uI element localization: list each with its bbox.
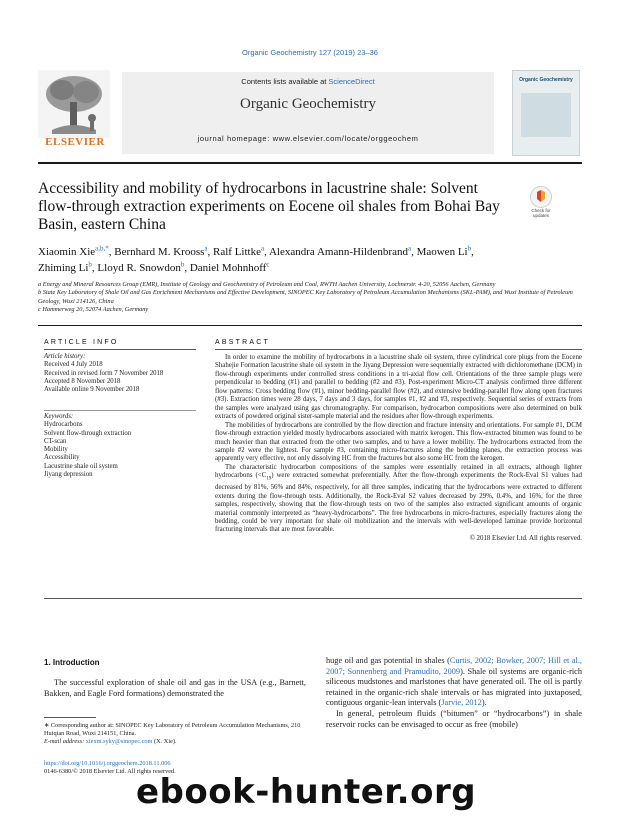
corresponding-author-footnote bbox=[44, 722, 306, 746]
abstract-bottom-rule bbox=[44, 598, 582, 599]
article-info-rule bbox=[44, 349, 196, 350]
citation-link[interactable]: Jarvie, 2012 bbox=[441, 698, 482, 708]
cover-illustration bbox=[521, 93, 571, 137]
keywords-rule bbox=[44, 410, 196, 411]
email-line: E-mail address: xiexm.syky@sinopec.com (X. Xie). bbox=[44, 738, 177, 745]
check-updates-icon bbox=[530, 186, 552, 208]
author-0[interactable]: Xiaomin Xie$^{a,b,*}$ bbox=[38, 244, 109, 258]
abstract-paragraph-3: The characteristic hydrocarbon compositions of the samples were essentially retained in all extracts, although lighter hydrocarbons $(<C_{19})$ were extracted somewhat preferentially. After the flow-through experiments the Rock-Eval S1 values had decreased by 81%, 56% and 84%, respectively, for all three samples, indicating that the hydrocarbons were extracted to different extents during the flow-through tests. Additionally, the Rock-Eval S2 values decreased by 29%, 0.4%, and 16%, for the three samples, respectively, showing that the flow-through tests on two of the samples also extracted significant amounts of organic material commonly interpreted as “heavy-hydrocarbons”. The free hydrocarbons in micro-fractures, especially fractures along the bedding, could be very important for shale oil mobilization and the intervals with well-developed laminae provide horizontal fracturing intervals that are most favorable. bbox=[215, 463, 582, 534]
doi-link[interactable]: https://doi.org/10.1016/j.orggeochem.2018.11.006 bbox=[44, 760, 171, 767]
check-updates-label: Check for updates bbox=[531, 208, 551, 218]
abstract-paragraph-1: In order to examine the mobility of hydrocarbons in a lacustrine shale oil system, three cylindrical core plugs from the Eocene Shahejie Formation lacustrine shale oil system in the Jiyang Depression were sequentially extracted with dichloromethane (DCM) in flow-through experiments under controlled stress conditions in a tri-axial flow cell. Orientations of the three sample plugs were perpendicular to bedding (#1) and parallel to bedding (#2 and #3). Post-experiment Micro-CT analysis confirmed three different flow patterns: Cross bedding flow (#1), minor bedding-parallel flow (#2), and extensive bedding-parallel flow along open fractures (#3). Extraction times were 28 days, 7 days and 3 days, for samples #1, #2 and #3, respectively. Sequential series of extracts from the samples were analyzed using gas chromatography. For comparison, hydrocarbon compositions were also determined on bulk extracts of powdered original sister-sample material and the residues after flow-through experiments. bbox=[215, 354, 582, 421]
article-info-heading: ARTICLE INFO bbox=[44, 339, 119, 346]
article-history bbox=[44, 353, 204, 394]
journal-title: Organic Geochemistry bbox=[240, 96, 376, 112]
introduction-right-column bbox=[326, 656, 582, 730]
history-label: Article history: bbox=[44, 353, 86, 360]
keyword-item: Hydrocarbons bbox=[44, 421, 83, 429]
keyword-item: Solvent flow-through extraction bbox=[44, 429, 132, 437]
footnote-rule bbox=[44, 717, 96, 718]
introduction-heading: 1. Introduction bbox=[44, 658, 100, 667]
intro-paragraph-2: In general, petroleum fluids (“bitumen” or “hydrocarbons”) in shale reservoir rocks can be envisaged to occur as free (mobile) bbox=[326, 708, 582, 729]
intro-paragraph-1: huge oil and gas potential in shales (Curtis, 2002; Bowker, 2007; Hill et al., 2007; Sonnenberg and Pramudito, 2009). Shale oil systems are organic-rich siliceous mudstones and marlstones that have generated oil. The oil is partly retained in the organic-rich shale intervals or has migrated into juxtaposed, contiguous organic-lean intervals (Jarvie, 2012). bbox=[326, 656, 582, 708]
abstract-copyright: © 2018 Elsevier Ltd. All rights reserved. bbox=[469, 534, 582, 542]
contents-line bbox=[122, 77, 494, 86]
affiliation-c: c Hammerweg 20, 52074 Aachen, Germany bbox=[38, 305, 149, 313]
article-title: Accessibility and mobility of hydrocarbons in lacustrine shale: Solvent flow-through extraction experiments on Eocene oil shales from Bohai Bay Basin, eastern China bbox=[38, 180, 500, 233]
keyword-item: Lacustrine shale oil system bbox=[44, 462, 118, 470]
author-1[interactable]: Bernhard M. Krooss$^a$ bbox=[114, 244, 208, 258]
author-6[interactable]: Lloyd R. Snowdon$^b$ bbox=[97, 260, 185, 274]
abstract-rule bbox=[215, 349, 582, 350]
cover-title: Organic Geochemistry bbox=[519, 77, 573, 83]
contents-prefix: Contents lists available at bbox=[241, 77, 329, 86]
journal-citation[interactable]: Organic Geochemistry 127 (2019) 23–36 bbox=[242, 48, 378, 57]
keyword-item: CT-scan bbox=[44, 437, 67, 445]
keywords-list bbox=[44, 413, 204, 479]
keyword-item: Accessibility bbox=[44, 454, 80, 462]
keywords-label: Keywords: bbox=[44, 413, 74, 420]
sciencedirect-link[interactable]: ScienceDirect bbox=[328, 77, 375, 86]
abstract-heading: ABSTRACT bbox=[215, 339, 270, 346]
affiliations bbox=[38, 281, 583, 314]
history-online: Available online 9 November 2018 bbox=[44, 386, 140, 394]
tree-icon bbox=[38, 70, 110, 138]
keyword-item: Mobility bbox=[44, 446, 68, 454]
affiliation-b: b State Key Laboratory of Shale Oil and Gas Enrichment Mechanisms and Effective Development, SINOPEC Key Laboratory of Petroleum Accumulation Mechanisms (SKL-PAM), and Wuxi Institute of Petroleum Geology, Wuxi 214126, China bbox=[38, 289, 573, 305]
abstract-body bbox=[215, 354, 582, 543]
author-3[interactable]: Alexandra Amann-Hildenbrand$^a$ bbox=[268, 244, 412, 258]
affiliations-divider bbox=[38, 325, 582, 326]
corresponding-author-text: ∗ Corresponding author at: SINOPEC Key Laboratory of Petroleum Accumulation Mechanisms, 210 Huiqian Road, Wuxi 214151, China. bbox=[44, 722, 301, 737]
affiliation-a: a Energy and Mineral Resources Group (EMR), Institute of Geology and Geochemistry of Petroleum and Coal, RWTH Aachen University, Lochnerstr. 4-20, 52056 Aachen, Germany bbox=[38, 281, 496, 288]
history-revised: Received in revised form 7 November 2018 bbox=[44, 369, 164, 377]
keyword-item: Jiyang depression bbox=[44, 471, 93, 479]
author-2[interactable]: Ralf Littke$^a$ bbox=[213, 244, 265, 258]
journal-cover-thumbnail[interactable] bbox=[512, 70, 580, 156]
issn-line: 0146-6380/© 2018 Elsevier Ltd. All rights reserved. bbox=[44, 768, 176, 775]
homepage-link[interactable]: www.elsevier.com/locate/orggeochem bbox=[272, 134, 419, 143]
history-received: Received 4 July 2018 bbox=[44, 361, 103, 369]
homepage-prefix: journal homepage: bbox=[197, 134, 273, 143]
author-7[interactable]: Daniel Mohnhoff$^c$ bbox=[189, 260, 270, 274]
introduction-left-column: The successful exploration of shale oil and gas in the USA (e.g., Barnett, Bakken, and Eagle Ford formations) demonstrated the bbox=[44, 678, 306, 698]
journal-homepage bbox=[122, 134, 494, 143]
publisher-name: ELSEVIER bbox=[45, 136, 105, 148]
author-4[interactable]: Maowen Li$^b$ bbox=[416, 244, 472, 258]
author-list: Xiaomin Xie$^{a,b,*}$, Bernhard M. Krooss$^a$, Ralf Littke$^a$, Alexandra Amann-Hildenbrand$^a$, Maowen Li$^b$, Zhiming Li$^b$, Lloyd R. Snowdon$^b$, Daniel Mohnhoff$^c$ bbox=[38, 244, 474, 274]
email-link[interactable]: xiexm.syky@sinopec.com bbox=[85, 738, 153, 745]
watermark-text: ebook-hunter.org bbox=[136, 772, 477, 812]
author-5[interactable]: Zhiming Li$^b$ bbox=[38, 260, 92, 274]
check-for-updates-button[interactable] bbox=[527, 186, 555, 220]
history-accepted: Accepted 8 November 2018 bbox=[44, 377, 121, 385]
citation-link[interactable]: Curtis, 2002; Bowker, 2007; Hill et al., 2007; Sonnenberg and Pramudito, 2009 bbox=[326, 656, 582, 676]
abstract-paragraph-2: The mobilities of hydrocarbons are controlled by the flow direction and fracture intensity and orientations. For sample #1, DCM flow-through extraction yielded mostly hydrocarbons associated with matrix kerogen. This flow-extracted bitumen was found to be much heavier than that extracted from the other two samples, and to have a lower mobility. The hydrocarbons extracted from the sample #2 were the lightest. For sample #3, containing micro-fractures along the bedding planes, the extraction process was apparently very effective, not only dissolving HC from the fractures but also some HC from the kerogen. bbox=[215, 421, 582, 463]
header-divider bbox=[38, 162, 582, 164]
